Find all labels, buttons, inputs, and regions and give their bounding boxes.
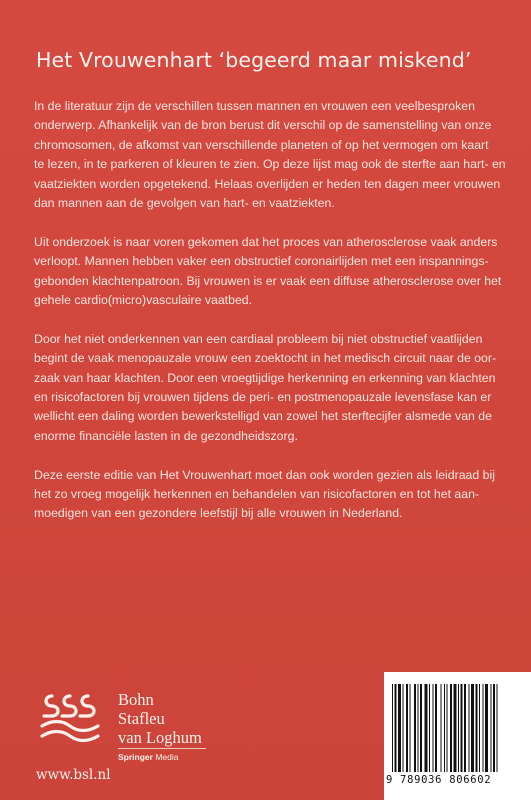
paragraph [34,97,506,213]
website-url: www.bsl.nl [36,767,111,783]
text-line: dan mannen aan de gevolgen van hart- en vaatziekten. [34,196,335,211]
text-line: en risicofactoren bij vrouwen tijdens de peri- en postmenopauzale levensfase kan er [34,390,492,405]
publisher-logo-icon [38,690,102,744]
text-line: Uit onderzoek is naar voren gekomen dat het proces van atherosclerose vaak anders [34,234,498,249]
publisher-name-line: van Loghum [118,728,202,747]
text-line: chromosomen, de afkomst van verschillende planeten of op het vermogen om kaart [34,137,489,152]
paragraph [34,466,499,524]
text-line: In de literatuur zijn de verschillen tussen mannen en vrouwen een veelbesproken [34,99,475,113]
paragraph [34,233,502,311]
publisher-name-line: Stafleu [118,709,165,728]
barcode [384,672,531,800]
barcode-bars [390,684,525,772]
text-line: begint de vaak menopauzale vrouw een zoektocht in het medisch circuit naar de oor- [34,351,497,366]
text-line: gebonden klachtenpatroon. Bij vrouwen is er vaak een diffuse atherosclerose over het [34,273,502,288]
paragraph [34,330,499,446]
book-title: Het Vrouwenhart ‘begeerd maar miskend’ [36,48,472,72]
text-line: wellicht een daling worden bewerkstelligd van zowel het sterftecijfer alsmede van de [34,409,492,424]
isbn-number: 9 789036 806602 [386,774,492,786]
divider [118,748,206,749]
text-line: Door het niet onderkennen van een cardiaal probleem bij niet obstructief vaatlijden [34,331,483,346]
publisher-name [118,690,202,747]
text-line: moedigen van een gezondere leefstijl bij alle vrouwen in Nederland. [34,506,403,521]
imprint-rest: Media [152,752,179,762]
text-line: Deze eerste editie van Het Vrouwenhart moet dan ook worden gezien als leidraad bij [34,467,495,482]
imprint-bold: Springer [118,752,153,762]
text-line: het zo vroeg mogelijk herkennen en behandelen van risicofactoren en tot het aan- [34,487,480,502]
text-line: zaak van haar klachten. Door een vroegtijdige herkenning en erkenning van klachten [34,370,496,385]
blurb-text [34,97,506,543]
text-line: enorme financiële lasten in de gezondheidszorg. [34,428,298,443]
publisher-name-line: Bohn [118,690,154,709]
text-line: vaatziekten worden opgetekend. Helaas overlijden er heden ten dagen meer vrouwen [34,176,501,191]
text-line: gehele cardio(micro)vasculaire vaatbed. [34,293,253,308]
text-line: te lezen, in te parkeren of kleuren te zien. Op deze lijst mag ook de sterfte aan hart- en [34,157,506,172]
text-line: verloopt. Mannen hebben vaker een obstructief coronairlijden met een inspannings- [34,254,489,269]
imprint-label [118,752,178,762]
text-line: onderwerp. Afhankelijk van de bron berust dit verschil op de samenstelling van onze [34,118,492,133]
